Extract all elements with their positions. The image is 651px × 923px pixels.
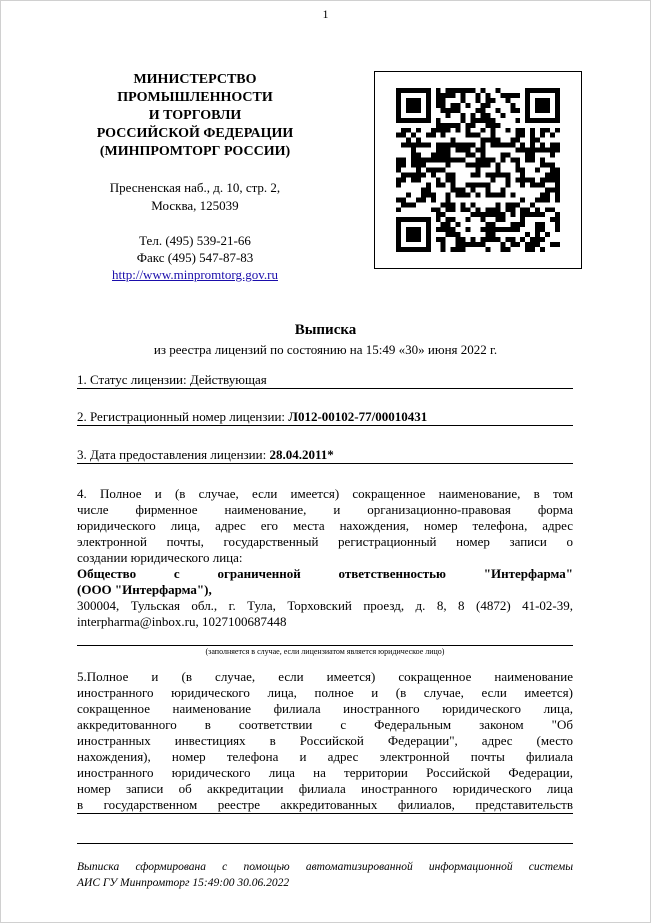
license-date-value: 28.04.2011* [269,447,334,462]
footer-divider [77,843,573,844]
company-address: 300004, Тульская обл., г. Тула, Торховский проезд, д. 8, 8 (4872) 41-02-39, [77,598,573,613]
registration-number-field [77,408,573,426]
ministry-line: МИНИСТЕРСТВО [133,72,257,87]
text-line: аккредитованного в соответствии с Федеральным законом "Об [77,717,573,732]
text-line: иностранного юридического лица на территории Российской Федерации, [77,765,573,780]
text-line: в государственном реестре аккредитованных филиалов, представительств [77,797,573,812]
text-line: иностранных инвестициях в Российской Федерации", адрес (место [77,733,573,748]
registration-number-value: Л012-00102-77/00010431 [288,409,428,424]
fill-note: (заполняется в случае, если лицензиатом является юридическое лицо) [77,645,573,656]
section-5 [77,669,573,814]
text-line: сокращенное наименование филиала иностранного юридического лица, [77,701,573,716]
text-line: создании юридического лица: [77,550,243,565]
page-number: 1 [322,7,329,21]
ministry-line: (МИНПРОМТОРГ РОССИИ) [99,144,291,159]
address-line: Пресненская наб., д. 10, стр. 2, [109,180,281,195]
text-line: номер записи об аккредитации филиала иностранного юридического лица [77,781,573,796]
ministry-line: ПРОМЫШЛЕННОСТИ [117,90,273,105]
ministry-line: РОССИЙСКОЙ ФЕДЕРАЦИИ [96,126,294,141]
company-email-ogrn: interpharma@inbox.ru, 1027100687448 [77,614,287,629]
text-line: электронной почты, государственный регистрационный номер записи о [77,534,573,549]
footer-line: АИС ГУ Минпромторг 15:49:00 30.06.2022 [77,877,290,889]
license-date-field [77,446,573,464]
field-label: 2. Регистрационный номер лицензии: [77,409,286,424]
text-line: иностранного юридического лица, полное и (в случае, если имеется) [77,685,573,700]
ministry-contacts [80,232,310,283]
field-label: 3. Дата предоставления лицензии: [77,447,267,462]
ministry-address [80,179,310,215]
section-4 [77,486,573,630]
fax: Факс (495) 547-87-83 [136,250,254,265]
license-status-field [77,371,573,389]
license-status-value: Действующая [189,372,267,387]
qr-code-frame [374,71,582,269]
text-line: 4. Полное и (в случае, если имеется) сокращенное наименование, в том [77,486,573,501]
text-line: 5.Полное и (в случае, если имеется) сокращенное наименование [77,669,573,684]
ministry-line: И ТОРГОВЛИ [148,108,242,123]
address-line: Москва, 125039 [151,198,239,213]
text-line: числе фирменное наименование, и организационно-правовая форма [77,502,573,517]
company-short-name: (ООО "Интерфарма"), [77,582,212,597]
field-label: 1. Статус лицензии: [77,372,187,387]
footer [77,859,573,891]
footer-line: Выписка сформирована с помощью автоматизированной информационной системы [77,861,573,873]
website-link[interactable]: http://www.minpromtorg.gov.ru [112,267,278,282]
phone: Тел. (495) 539-21-66 [139,233,251,248]
qr-code-icon [396,88,560,252]
text-line: юридического лица, адрес его места нахождения, номер телефона, адрес [77,518,573,533]
text-line: нахождения), номер телефона и адрес электронной почты филиала [77,749,573,764]
document-title: Выписка [294,322,357,338]
company-name: Общество с ограниченной ответственностью "Интерфарма" [77,566,573,581]
document-subtitle: из реестра лицензий по состоянию на 15:49 «30» июня 2022 г. [153,342,498,357]
ministry-header [80,71,310,161]
